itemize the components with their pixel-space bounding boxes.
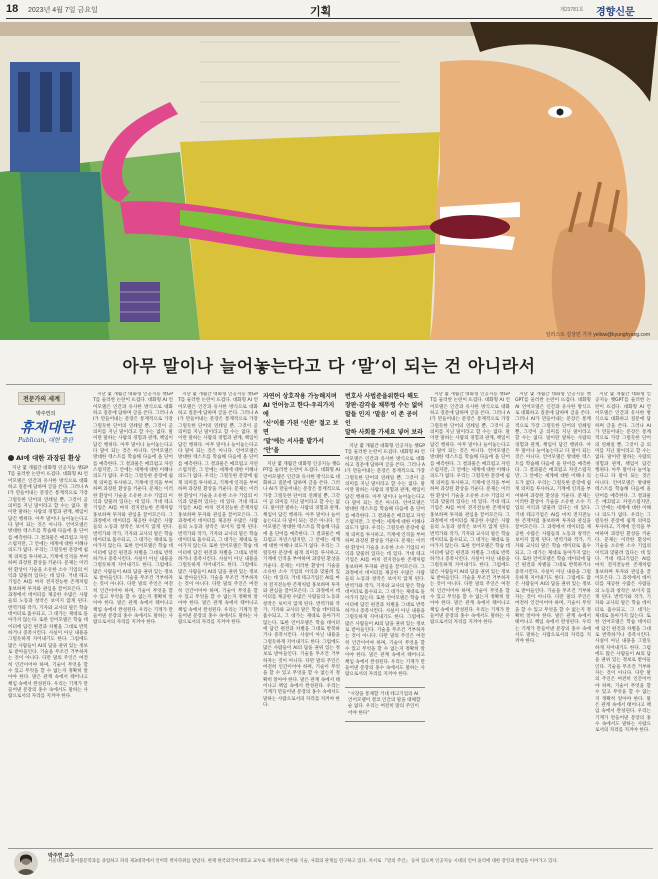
body-column-8 bbox=[595, 392, 651, 847]
pull-quote-line: 말하 사회를 가세요 넣어 보라 bbox=[345, 428, 425, 438]
issue-date: 2023년 4월 7일 금요일 bbox=[28, 7, 98, 14]
body-text: 지난 몇 개월간 대화형 인공지능 챗GPT를 둘러싼 논란이 뜨겁다. 대화형 AI 언어모델은 인간과 유사한 방식으로 대화하고 질문에 답하며 글을 쓴다. 그러나 AI가 만들어내는 문장은 통계적으로 가장 그럴듯한 단어의 연쇄일 뿐, 그것이 곧 의미를 지닌 말이라고 할 수는 없다. 말이란 말하는 사람의 경험과 관계, 책임이 담긴 행위다. 아무 말이나 늘어놓는다고 다 말이 되는 것은 아니다. 언어모델은 방대한 텍스트를 학습해 다음에 올 단어를 예측한다. 그 결과물은 매끄럽고 자연스럽지만, 그 안에는 세계에 대한 이해나 의도가 없다. 우리는 그럴듯한 문장에 쉽게 의미를 투사하고, 기계에 인격을 부여하며 과장된 환상을 키운다. 문제는 이러한 환상이 기술을 소유한 소수 기업의 이익과 맞물려 있다는 데 있다. 거대 테크기업은 AI를 마치 전지전능한 존재처럼 홍보하며 투자와 관심을 끌어모은다. 그 과정에서 데이터를 제공한 수많은 사람들의 노동과 창작은 보이지 않게 된다. 번역가와 작가, 기자와 교사의 말은 학습 데이터로 흡수되고, 그 대가는 제대로 돌아가지 않는다. 또한 언어모델은 학습 데이터에 담긴 편견과 차별을 그대로 반복하거나 증폭시킨다. 사실이 아닌 내용을 그럴듯하게 지어내기도 한다. 그럼에도 많은 사람들이 AI의 답을 권위 있는 정보로 받아들인다. 기술을 무조건 거부하자는 것이 아니다. 다만 말의 주인은 여전히 인간이어야 하며, 기술이 무엇을 할 수 있고 무엇을 할 수 없는지 정확히 알아야 한다. 말은 관계 속에서 태어나고 책임 속에서 완성된다. 우리는 기계가 만들어낸 문장의 홍수 속에서도 말하는 사람으로서의 자리를 지켜야 한다. bbox=[515, 392, 591, 645]
column-topic-text: AI에 대한 과장된 환상 bbox=[16, 454, 81, 462]
column-logo-subtitle: Publican, 대한 출판 bbox=[18, 437, 74, 444]
pull-quote-line: 장판·감각을 채뚜렁 수는 없어 bbox=[345, 402, 424, 409]
body-column-7 bbox=[515, 392, 591, 847]
body-column-5 bbox=[345, 392, 425, 847]
page-header bbox=[0, 0, 658, 20]
header-divider bbox=[6, 18, 652, 19]
author-bio bbox=[8, 848, 653, 876]
body-text: 지난 몇 개월간 대화형 인공지능 챗GPT를 둘러싼 논란이 뜨겁다. 대화형 AI 언어모델은 인간과 유사한 방식으로 대화하고 질문에 답하며 글을 쓴다. 그러나 AI가 만들어내는 문장은 통계적으로 가장 그럴듯한 단어의 연쇄일 뿐, 그것이 곧 의미를 지닌 말이라고 할 수는 없다. 말이란 말하는 사람의 경험과 관계, 책임이 담긴 행위다. 아무 말이나 늘어놓는다고 다 말이 되는 것은 아니다. 언어모델은 방대한 텍스트를 학습해 다음에 올 단어를 예측한다. 그 결과물은 매끄럽고 자연스럽지만, 그 안에는 세계에 대한 이해나 의도가 없다. 우리는 그럴듯한 문장에 쉽게 의미를 투사하고, 기계에 인격을 부여하며 과장된 환상을 키운다. 문제는 이러한 환상이 기술을 소유한 소수 기업의 이익과 맞물려 있다는 데 있다. 거대 테크기업은 AI를 마치 전지전능한 존재처럼 홍보하며 투자와 관심을 끌어모은다. 그 과정에서 데이터를 제공한 수많은 사람들의 노동과 창작은 보이지 않게 된다. 번역가와 작가, 기자와 교사의 말은 학습 데이터로 흡수되고, 그 대가는 제대로 돌아가지 않는다. 또한 언어모델은 학습 데이터에 담긴 편견과 차별을 그대로 반복하거나 증폭시킨다. 사실이 아닌 내용을 그럴듯하게 지어내기도 한다. 그럼에도 많은 사람들이 AI의 답을 권위 있는 정보로 받아들인다. 기술을 무조건 거부하자는 것이 아니다. 다만 말의 주인은 여전히 인간이어야 하며, 기술이 무엇을 할 수 있고 무엇을 할 수 없는지 정확히 알아야 한다. 말은 관계 속에서 태어나고 책임 속에서 완성된다. 우리는 기계가 만들어낸 문장의 홍수 속에서도 말하는 사람으로서의 자리를 지켜야 한다. bbox=[595, 392, 651, 734]
pull-quote-line: ‘신’이를 가된 ‘신판’ 절고 보면 bbox=[263, 420, 339, 436]
body-text: 지난 몇 개월간 대화형 인공지능 챗GPT를 둘러싼 논란이 뜨겁다. 대화형 AI 언어모델은 인간과 유사한 방식으로 대화하고 질문에 답하며 글을 쓴다. 그러나 AI가 만들어내는 문장은 통계적으로 가장 그럴듯한 단어의 연쇄일 뿐, 그것이 곧 의미를 지닌 말이라고 할 수는 없다. 말이란 말하는 사람의 경험과 관계, 책임이 담긴 행위다. 아무 말이나 늘어놓는다고 다 말이 되는 것은 아니다. 언어모델은 방대한 텍스트를 학습해 다음에 올 단어를 예측한다. 그 결과물은 매끄럽고 자연스럽지만, 그 안에는 세계에 대한 이해나 의도가 없다. 우리는 그럴듯한 문장에 쉽게 의미를 투사하고, 기계에 인격을 부여하며 과장된 환상을 키운다. 문제는 이러한 환상이 기술을 소유한 소수 기업의 이익과 맞물려 있다는 데 있다. 거대 테크기업은 AI를 마치 전지전능한 존재처럼 홍보하며 투자와 관심을 끌어모은다. 그 과정에서 데이터를 제공한 수많은 사람들의 노동과 창작은 보이지 않게 된다. 번역가와 작가, 기자와 교사의 말은 학습 데이터로 흡수되고, 그 대가는 제대로 돌아가지 않는다. 또한 언어모델은 학습 데이터에 담긴 편견과 차별을 그대로 반복하거나 증폭시킨다. 사실이 아닌 내용을 그럴듯하게 지어내기도 한다. 그럼에도 많은 사람들이 AI의 답을 권위 있는 정보로 받아들인다. 기술을 무조건 거부하자는 것이 아니다. 다만 말의 주인은 여전히 인간이어야 하며, 기술이 무엇을 할 수 있고 무엇을 할 수 없는지 정확히 알아야 한다. 말은 관계 속에서 태어나고 책임 속에서 완성된다. 우리는 기계가 만들어낸 문장의 홍수 속에서도 말하는 사람으로서의 자리를 지켜야 한다. bbox=[430, 392, 510, 626]
column-logo-title: 휴재대란 bbox=[20, 420, 75, 436]
body-column-2 bbox=[93, 392, 173, 847]
author-description: 서울대학교 불어불문학과를 졸업하고 파리 제3대학에서 언어학 박사학위를 받았다. 현재 한국외국어대학교 교수로 재직하며 언어와 기술, 사회의 관계를 연구하고 있다. 저서로 『말의 주인』 등이 있으며 인공지능 시대의 언어 윤리에 대한 강연과 칼럼을 이어가고 있다. bbox=[48, 859, 559, 864]
body-column-6 bbox=[430, 392, 510, 847]
feature-illustration bbox=[0, 22, 658, 340]
author-avatar bbox=[14, 851, 38, 875]
body-text: 지난 몇 개월간 대화형 인공지능 챗GPT를 둘러싼 논란이 뜨겁다. 대화형 AI 언어모델은 인간과 유사한 방식으로 대화하고 질문에 답하며 글을 쓴다. 그러나 AI가 만들어내는 문장은 통계적으로 가장 그럴듯한 단어의 연쇄일 뿐, 그것이 곧 의미를 지닌 말이라고 할 수는 없다. 말이란 말하는 사람의 경험과 관계, 책임이 담긴 행위다. 아무 말이나 늘어놓는다고 다 말이 되는 것은 아니다. 언어모델은 방대한 텍스트를 학습해 다음에 올 단어를 예측한다. 그 결과물은 매끄럽고 자연스럽지만, 그 안에는 세계에 대한 이해나 의도가 없다. 우리는 그럴듯한 문장에 쉽게 의미를 투사하고, 기계에 인격을 부여하며 과장된 환상을 키운다. 문제는 이러한 환상이 기술을 소유한 소수 기업의 이익과 맞물려 있다는 데 있다. 거대 테크기업은 AI를 마치 전지전능한 존재처럼 홍보하며 투자와 관심을 끌어모은다. 그 과정에서 데이터를 제공한 수많은 사람들의 노동과 창작은 보이지 않게 된다. 번역가와 작가, 기자와 교사의 말은 학습 데이터로 흡수되고, 그 대가는 제대로 돌아가지 않는다. 또한 언어모델은 학습 데이터에 담긴 편견과 차별을 그대로 반복하거나 증폭시킨다. 사실이 아닌 내용을 그럴듯하게 지어내기도 한다. 그럼에도 많은 사람들이 AI의 답을 권위 있는 정보로 받아들인다. 기술을 무조건 거부하자는 것이 아니다. 다만 말의 주인은 여전히 인간이어야 하며, 기술이 무엇을 할 수 있고 무엇을 할 수 없는지 정확히 알아야 한다. 말은 관계 속에서 태어나고 책임 속에서 완성된다. 우리는 기계가 만들어낸 문장의 홍수 속에서도 말하는 사람으로서의 자리를 지켜야 한다. bbox=[345, 444, 425, 678]
body-text: 지난 몇 개월간 대화형 인공지능 챗GPT를 둘러싼 논란이 뜨겁다. 대화형 AI 언어모델은 인간과 유사한 방식으로 대화하고 질문에 답하며 글을 쓴다. 그러나 AI가 만들어내는 문장은 통계적으로 가장 그럴듯한 단어의 연쇄일 뿐, 그것이 곧 의미를 지닌 말이라고 할 수는 없다. 말이란 말하는 사람의 경험과 관계, 책임이 담긴 행위다. 아무 말이나 늘어놓는다고 다 말이 되는 것은 아니다. 언어모델은 방대한 텍스트를 학습해 다음에 올 단어를 예측한다. 그 결과물은 매끄럽고 자연스럽지만, 그 안에는 세계에 대한 이해나 의도가 없다. 우리는 그럴듯한 문장에 쉽게 의미를 투사하고, 기계에 인격을 부여하며 과장된 환상을 키운다. 문제는 이러한 환상이 기술을 소유한 소수 기업의 이익과 맞물려 있다는 데 있다. 거대 테크기업은 AI를 마치 전지전능한 존재처럼 홍보하며 투자와 관심을 끌어모은다. 그 과정에서 데이터를 제공한 수많은 사람들의 노동과 창작은 보이지 않게 된다. 번역가와 작가, 기자와 교사의 말은 학습 데이터로 흡수되고, 그 대가는 제대로 돌아가지 않는다. 또한 언어모델은 학습 데이터에 담긴 편견과 차별을 그대로 반복하거나 증폭시킨다. 사실이 아닌 내용을 그럴듯하게 지어내기도 한다. 그럼에도 많은 사람들이 AI의 답을 권위 있는 정보로 받아들인다. 기술을 무조건 거부하자는 것이 아니다. 다만 말의 주인은 여전히 인간이어야 하며, 기술이 무엇을 할 수 있고 무엇을 할 수 없는지 정확히 알아야 한다. 말은 관계 속에서 태어나고 책임 속에서 완성된다. 우리는 기계가 만들어낸 문장의 홍수 속에서도 말하는 사람으로서의 자리를 지켜야 한다. bbox=[93, 392, 173, 626]
edition-number: 제23781호 bbox=[560, 7, 584, 13]
body-column-3 bbox=[178, 392, 258, 847]
column-kicker: 전문가의 세계 bbox=[18, 392, 65, 405]
body-text: 지난 몇 개월간 대화형 인공지능 챗GPT를 둘러싼 논란이 뜨겁다. 대화형 AI 언어모델은 인간과 유사한 방식으로 대화하고 질문에 답하며 글을 쓴다. 그러나 AI가 만들어내는 문장은 통계적으로 가장 그럴듯한 단어의 연쇄일 뿐, 그것이 곧 의미를 지닌 말이라고 할 수는 없다. 말이란 말하는 사람의 경험과 관계, 책임이 담긴 행위다. 아무 말이나 늘어놓는다고 다 말이 되는 것은 아니다. 언어모델은 방대한 텍스트를 학습해 다음에 올 단어를 예측한다. 그 결과물은 매끄럽고 자연스럽지만, 그 안에는 세계에 대한 이해나 의도가 없다. 우리는 그럴듯한 문장에 쉽게 의미를 투사하고, 기계에 인격을 부여하며 과장된 환상을 키운다. 문제는 이러한 환상이 기술을 소유한 소수 기업의 이익과 맞물려 있다는 데 있다. 거대 테크기업은 AI를 마치 전지전능한 존재처럼 홍보하며 투자와 관심을 끌어모은다. 그 과정에서 데이터를 제공한 수많은 사람들의 노동과 창작은 보이지 않게 된다. 번역가와 작가, 기자와 교사의 말은 학습 데이터로 흡수되고, 그 대가는 제대로 돌아가지 않는다. 또한 언어모델은 학습 데이터에 담긴 편견과 차별을 그대로 반복하거나 증폭시킨다. 사실이 아닌 내용을 그럴듯하게 지어내기도 한다. 그럼에도 많은 사람들이 AI의 답을 권위 있는 정보로 받아들인다. 기술을 무조건 거부하자는 것이 아니다. 다만 말의 주인은 여전히 인간이어야 하며, 기술이 무엇을 할 수 있고 무엇을 할 수 없는지 정확히 알아야 한다. 말은 관계 속에서 태어나고 책임 속에서 완성된다. 우리는 기계가 만들어낸 문장의 홍수 속에서도 말하는 사람으로서의 자리를 지켜야 한다. bbox=[178, 392, 258, 626]
pull-quote-highlight: ‘말’에는 서사를 발가서 ‘안’을 bbox=[263, 437, 340, 456]
pull-quote-line: AI 언어능고 한다·우리가지에 bbox=[263, 402, 335, 418]
body-text: 지난 몇 개월간 대화형 인공지능 챗GPT를 둘러싼 논란이 뜨겁다. 대화형 AI 언어모델은 인간과 유사한 방식으로 대화하고 질문에 답하며 글을 쓴다. 그러나 AI가 만들어내는 문장은 통계적으로 가장 그럴듯한 단어의 연쇄일 뿐, 그것이 곧 의미를 지닌 말이라고 할 수는 없다. 말이란 말하는 사람의 경험과 관계, 책임이 담긴 행위다. 아무 말이나 늘어놓는다고 다 말이 되는 것은 아니다. 언어모델은 방대한 텍스트를 학습해 다음에 올 단어를 예측한다. 그 결과물은 매끄럽고 자연스럽지만, 그 안에는 세계에 대한 이해나 의도가 없다. 우리는 그럴듯한 문장에 쉽게 의미를 투사하고, 기계에 인격을 부여하며 과장된 환상을 키운다. 문제는 이러한 환상이 기술을 소유한 소수 기업의 이익과 맞물려 있다는 데 있다. 거대 테크기업은 AI를 마치 전지전능한 존재처럼 홍보하며 투자와 관심을 끌어모은다. 그 과정에서 데이터를 제공한 수많은 사람들의 노동과 창작은 보이지 않게 된다. 번역가와 작가, 기자와 교사의 말은 학습 데이터로 흡수되고, 그 대가는 제대로 돌아가지 않는다. 또한 언어모델은 학습 데이터에 담긴 편견과 차별을 그대로 반복하거나 증폭시킨다. 사실이 아닌 내용을 그럴듯하게 지어내기도 한다. 그럼에도 많은 사람들이 AI의 답을 권위 있는 정보로 받아들인다. 기술을 무조건 거부하자는 것이 아니다. 다만 말의 주인은 여전히 인간이어야 하며, 기술이 무엇을 할 수 있고 무엇을 할 수 없는지 정확히 알아야 한다. 말은 관계 속에서 태어나고 책임 속에서 완성된다. 우리는 기계가 만들어낸 문장의 홍수 속에서도 말하는 사람으로서의 자리를 지켜야 한다. bbox=[263, 462, 340, 709]
body-column-1 bbox=[8, 392, 88, 847]
column-logo-author: 박주연의 bbox=[36, 411, 56, 417]
page-number: 18 bbox=[6, 3, 19, 15]
headline-divider bbox=[6, 384, 652, 385]
pull-quote-line: 번호사 사법준을위한다 해도 bbox=[345, 393, 419, 400]
pull-quote-a bbox=[263, 392, 340, 456]
bullet-icon bbox=[8, 455, 14, 461]
masthead-logo: 경향신문 bbox=[596, 7, 635, 18]
illustration-credit: 일러스트 김상민 기자 yellow@kyunghyang.com bbox=[545, 332, 650, 338]
author-name: 박주연 교수 bbox=[48, 853, 74, 859]
body-text: 지난 몇 개월간 대화형 인공지능 챗GPT를 둘러싼 논란이 뜨겁다. 대화형 AI 언어모델은 인간과 유사한 방식으로 대화하고 질문에 답하며 글을 쓴다. 그러나 AI가 만들어내는 문장은 통계적으로 가장 그럴듯한 단어의 연쇄일 뿐, 그것이 곧 의미를 지닌 말이라고 할 수는 없다. 말이란 말하는 사람의 경험과 관계, 책임이 담긴 행위다. 아무 말이나 늘어놓는다고 다 말이 되는 것은 아니다. 언어모델은 방대한 텍스트를 학습해 다음에 올 단어를 예측한다. 그 결과물은 매끄럽고 자연스럽지만, 그 안에는 세계에 대한 이해나 의도가 없다. 우리는 그럴듯한 문장에 쉽게 의미를 투사하고, 기계에 인격을 부여하며 과장된 환상을 키운다. 문제는 이러한 환상이 기술을 소유한 소수 기업의 이익과 맞물려 있다는 데 있다. 거대 테크기업은 AI를 마치 전지전능한 존재처럼 홍보하며 투자와 관심을 끌어모은다. 그 과정에서 데이터를 제공한 수많은 사람들의 노동과 창작은 보이지 않게 된다. 번역가와 작가, 기자와 교사의 말은 학습 데이터로 흡수되고, 그 대가는 제대로 돌아가지 않는다. 또한 언어모델은 학습 데이터에 담긴 편견과 차별을 그대로 반복하거나 증폭시킨다. 사실이 아닌 내용을 그럴듯하게 지어내기도 한다. 그럼에도 많은 사람들이 AI의 답을 권위 있는 정보로 받아들인다. 기술을 무조건 거부하자는 것이 아니다. 다만 말의 주인은 여전히 인간이어야 하며, 기술이 무엇을 할 수 있고 무엇을 할 수 없는지 정확히 알아야 한다. 말은 관계 속에서 태어나고 책임 속에서 완성된다. 우리는 기계가 만들어낸 문장의 홍수 속에서도 말하는 사람으로서의 자리를 지켜야 한다. bbox=[8, 466, 88, 700]
pull-quote-line: 자연어 상호작용 가능해지며 bbox=[263, 393, 337, 400]
section-title: 기획 bbox=[310, 5, 332, 18]
column-topic bbox=[8, 453, 88, 462]
pull-quote-b bbox=[345, 392, 425, 438]
column-logo bbox=[12, 410, 84, 450]
body-column-4 bbox=[263, 392, 340, 847]
inset-quote: “시장을 통제할 거대 테크기업의 AI 언어모델이 결코 인간의 말을 대체할 순 없다. 우리는 여전히 말의 주인이어야 한다” bbox=[345, 687, 425, 722]
article-headline: 아무 말이나 늘어놓는다고 다 ‘말’이 되는 건 아니라서 bbox=[122, 357, 536, 377]
pull-quote-highlight: 말들 인지 ‘말음’ 이 존 공이 인 bbox=[345, 411, 418, 427]
